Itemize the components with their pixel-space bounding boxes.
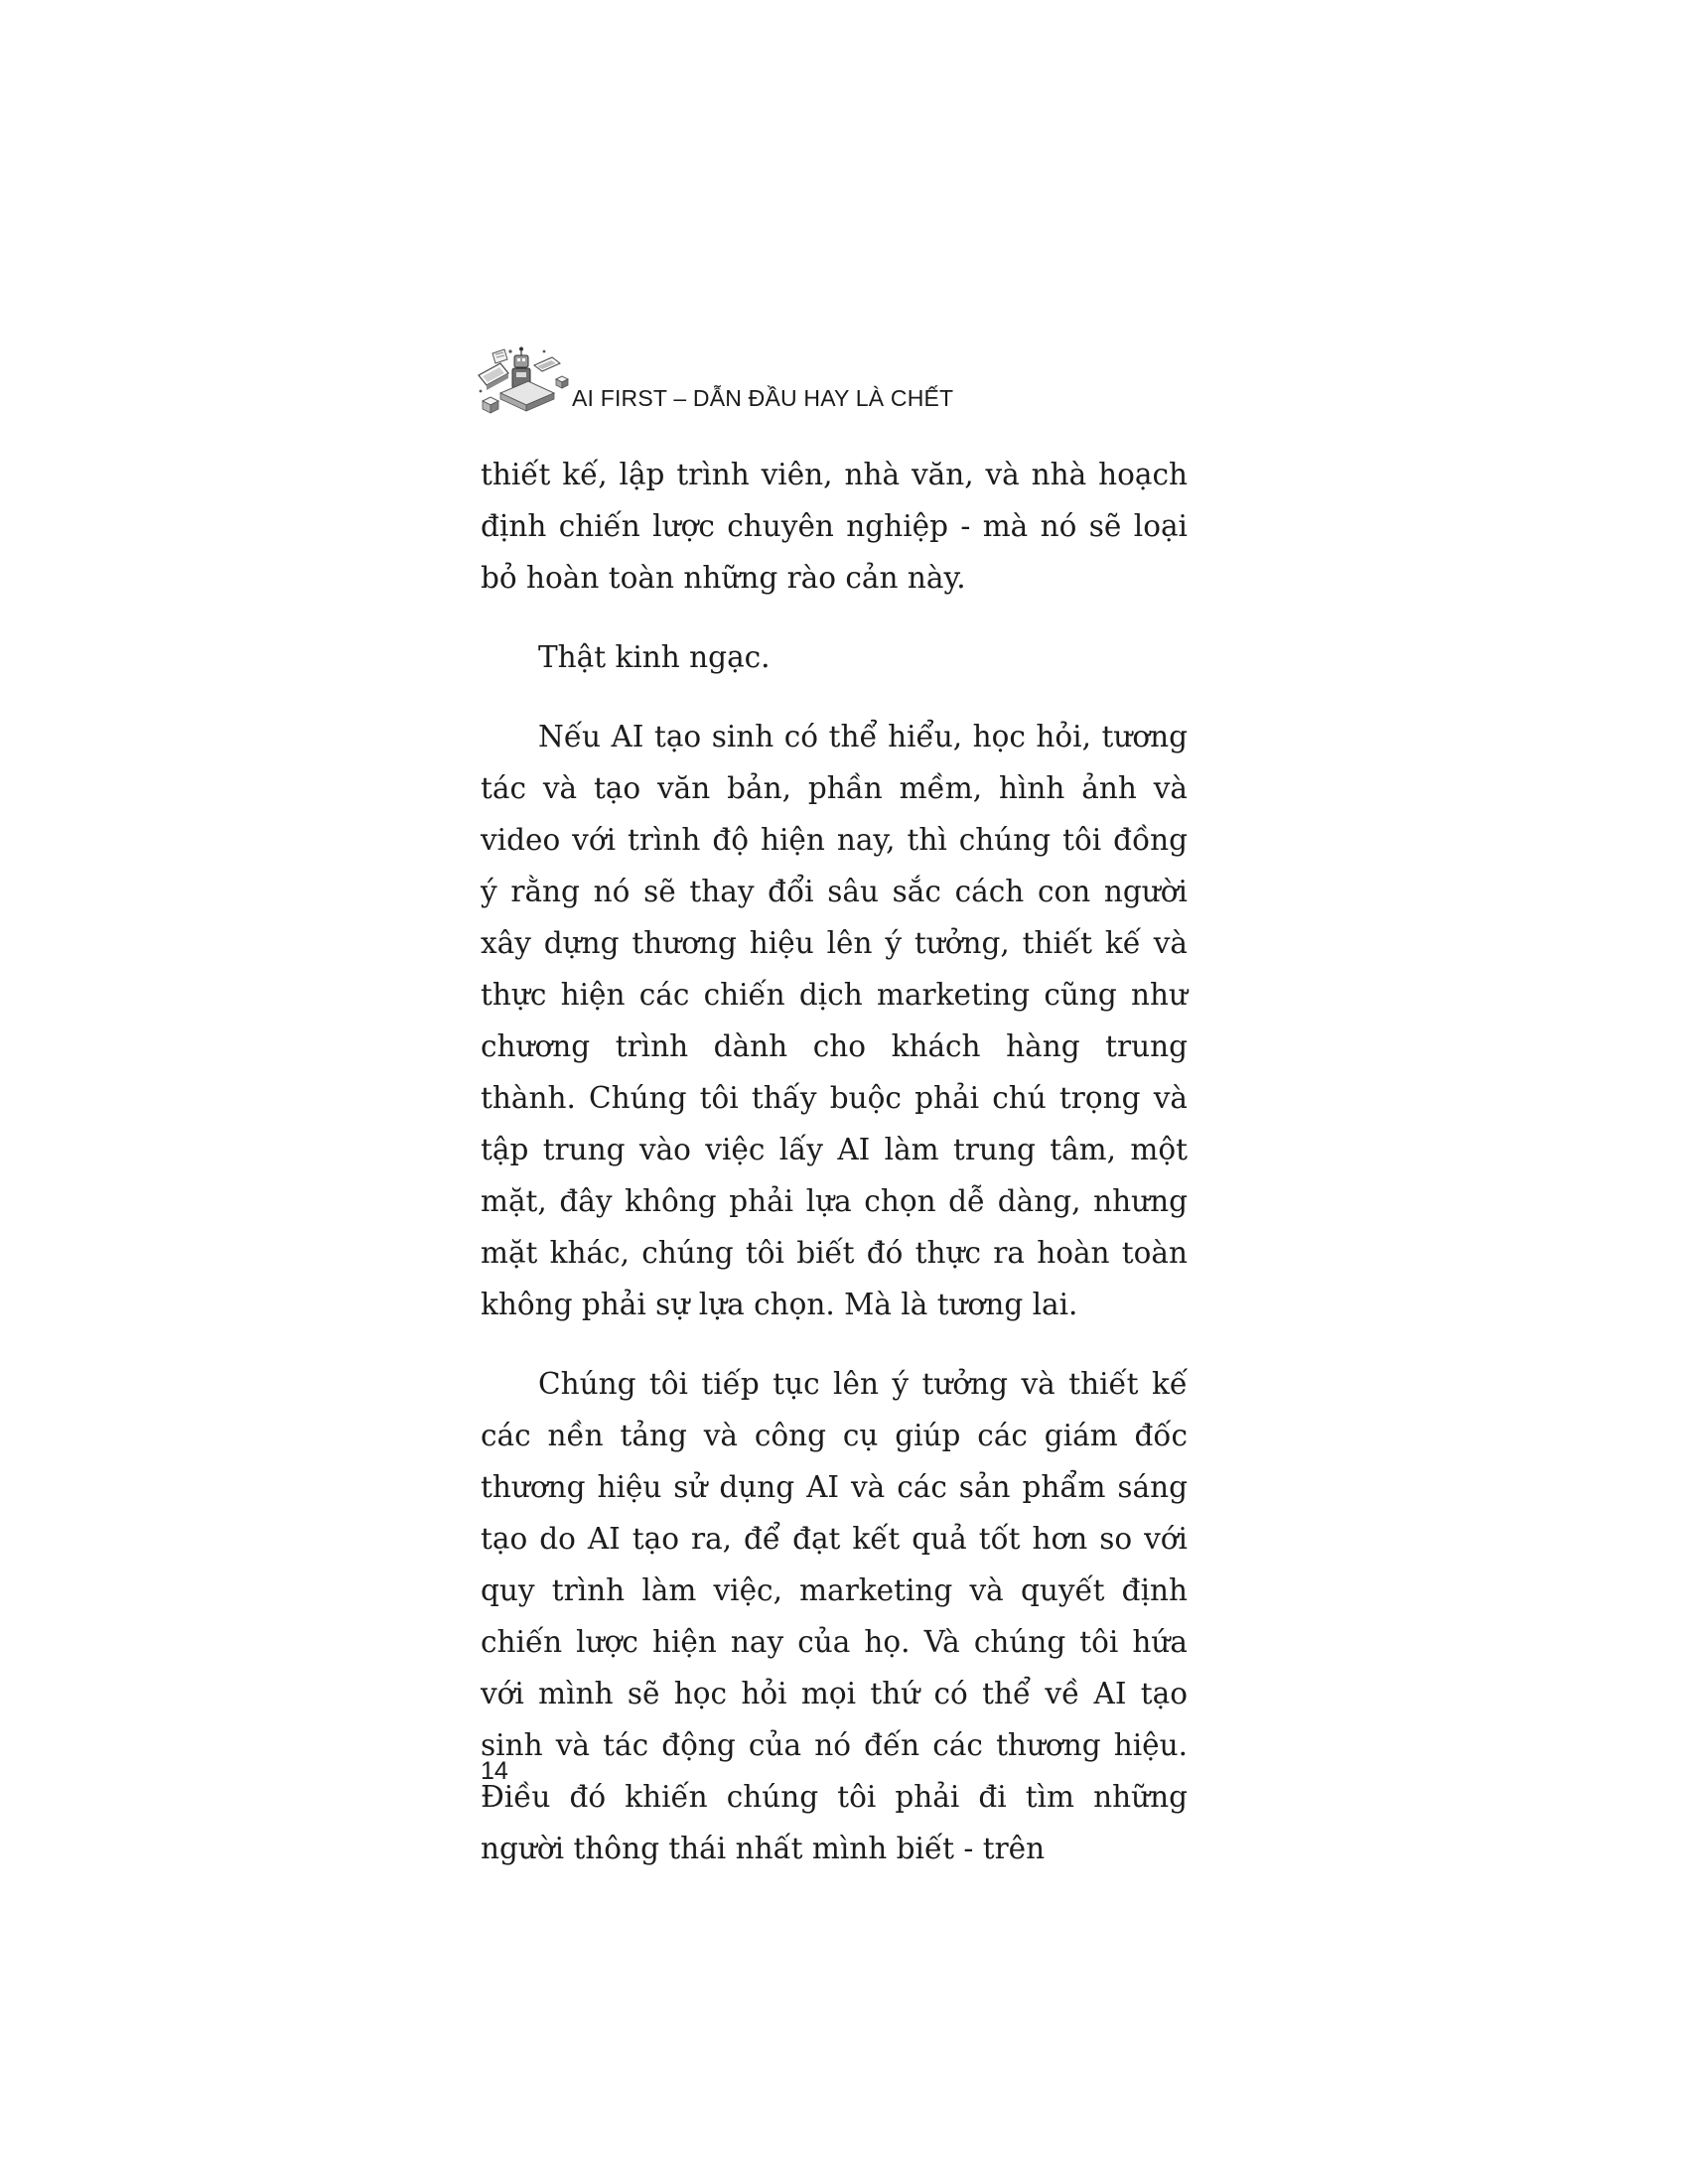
paragraph-platforms: Chúng tôi tiếp tục lên ý tưởng và thiết kế các nền tảng và công cụ giúp các giám đốc thương hiệu sử dụng AI và các sản phẩm sáng tạo do AI tạo ra, để đạt kết quả tốt hơn so với quy trình làm việc, marketing và quyết định chiến lược hiện nay của họ. Và chúng tôi hứa với mình sẽ học hỏi mọi thứ có thể về AI tạo sinh và tác động của nó đến các thương hiệu. Điều đó khiến chúng tôi phải đi tìm những người thông thái nhất mình biết - trên <box>481 1367 1188 1865</box>
running-header <box>475 345 1229 435</box>
paragraph-generative-ai: Nếu AI tạo sinh có thể hiểu, học hỏi, tương tác và tạo văn bản, phần mềm, hình ảnh và video với trình độ hiện nay, thì chúng tôi đồng ý rằng nó sẽ thay đổi sâu sắc cách con người xây dựng thương hiệu lên ý tưởng, thiết kế và thực hiện các chiến dịch marketing cũng như chương trình dành cho khách hàng trung thành. Chúng tôi thấy buộc phải chú trọng và tập trung vào việc lấy AI làm trung tâm, một mặt, đây không phải lựa chọn dễ dàng, nhưng mặt khác, chúng tôi biết đó thực ra hoàn toàn không phải sự lựa chọn. Mà là tương lai. <box>481 720 1188 1321</box>
isometric-ai-tech-illustration-icon <box>475 345 569 425</box>
paragraph-exclamation: Thật kinh ngạc. <box>538 640 771 674</box>
running-header-title: AI FIRST – DẪN ĐẦU HAY LÀ CHẾT <box>572 385 954 411</box>
paragraph-continuation: thiết kế, lập trình viên, nhà văn, và nhà hoạch định chiến lược chuyên nghiệp - mà nó sẽ loại bỏ hoàn toàn những rào cản này. <box>481 458 1188 595</box>
body-text <box>481 449 1188 1874</box>
page-number: 14 <box>481 1757 508 1785</box>
